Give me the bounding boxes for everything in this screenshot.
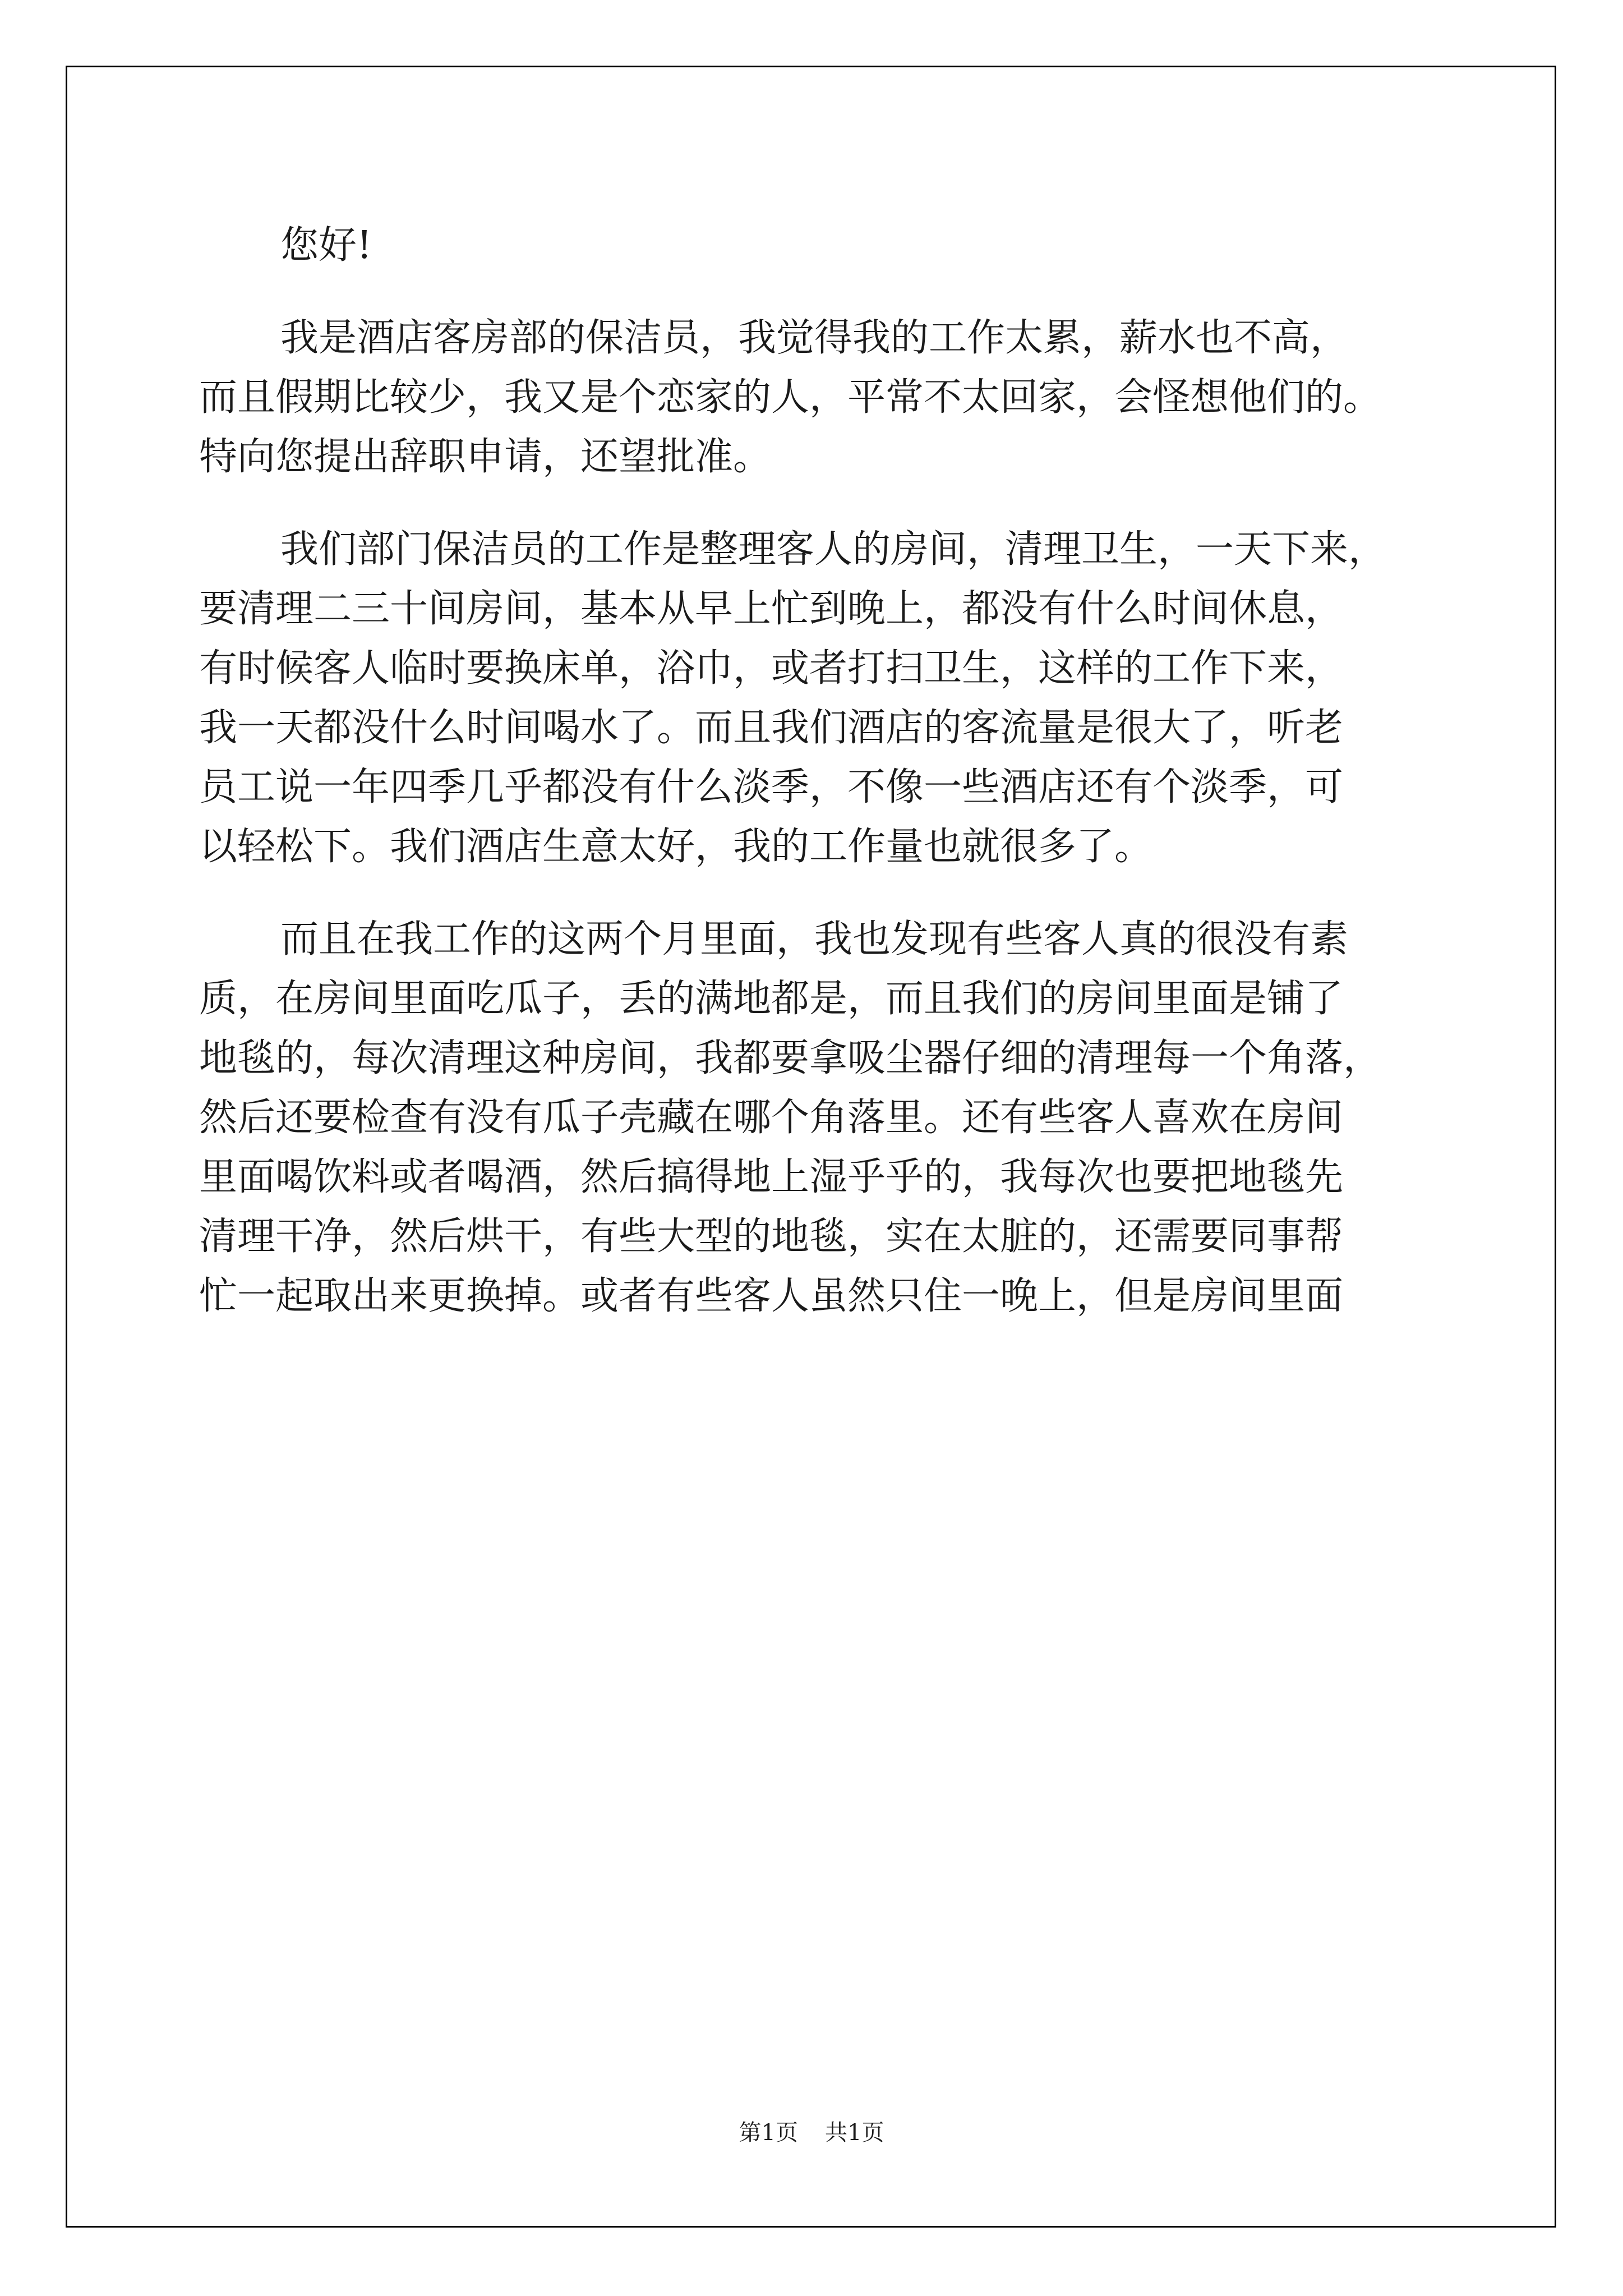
page-footer [0, 2115, 1623, 2147]
page-number: 第1页 [739, 2120, 798, 2146]
text-line: 忙一起取出来更换掉。或者有些客人虽然只住一晚上，但是房间里面 [199, 1274, 1344, 1318]
text-line: 您好! [280, 223, 372, 268]
text-line: 我是酒店客房部的保洁员，我觉得我的工作太累，薪水也不高， [280, 316, 1349, 360]
text-line: 要清理二三十间房间，基本从早上忙到晚上，都没有什么时间休息， [199, 587, 1344, 631]
text-line: 而且在我工作的这两个月里面，我也发现有些客人真的很没有素 [280, 917, 1349, 961]
text-line: 以轻松下。我们酒店生意太好，我的工作量也就很多了。 [199, 825, 1153, 869]
text-line: 然后还要检查有没有瓜子壳藏在哪个角落里。还有些客人喜欢在房间 [199, 1096, 1344, 1140]
page-total: 共1页 [825, 2120, 884, 2146]
text-line: 质，在房间里面吃瓜子，丢的满地都是，而且我们的房间里面是铺了 [199, 977, 1344, 1021]
text-line: 有时候客人临时要换床单，浴巾，或者打扫卫生，这样的工作下来， [199, 646, 1344, 691]
text-line: 我们部门保洁员的工作是整理客人的房间，清理卫生，一天下来， [280, 527, 1387, 572]
text-line: 而且假期比较少，我又是个恋家的人，平常不太回家，会怪想他们的。 [199, 375, 1382, 420]
letter-body [199, 216, 1455, 1326]
text-line: 员工说一年四季几乎都没有什么淡季，不像一些酒店还有个淡季，可 [199, 765, 1344, 809]
text-line: 清理干净，然后烘干，有些大型的地毯，实在太脏的，还需要同事帮 [199, 1214, 1344, 1259]
text-line: 特向您提出辞职申请，还望批准。 [199, 435, 772, 479]
text-line: 我一天都没什么时间喝水了。而且我们酒店的客流量是很大了，听老 [199, 706, 1344, 750]
text-line: 地毯的，每次清理这种房间，我都要拿吸尘器仔细的清理每一个角落， [199, 1036, 1382, 1080]
text-line: 里面喝饮料或者喝酒，然后搞得地上湿乎乎的，我每次也要把地毯先 [199, 1155, 1344, 1199]
